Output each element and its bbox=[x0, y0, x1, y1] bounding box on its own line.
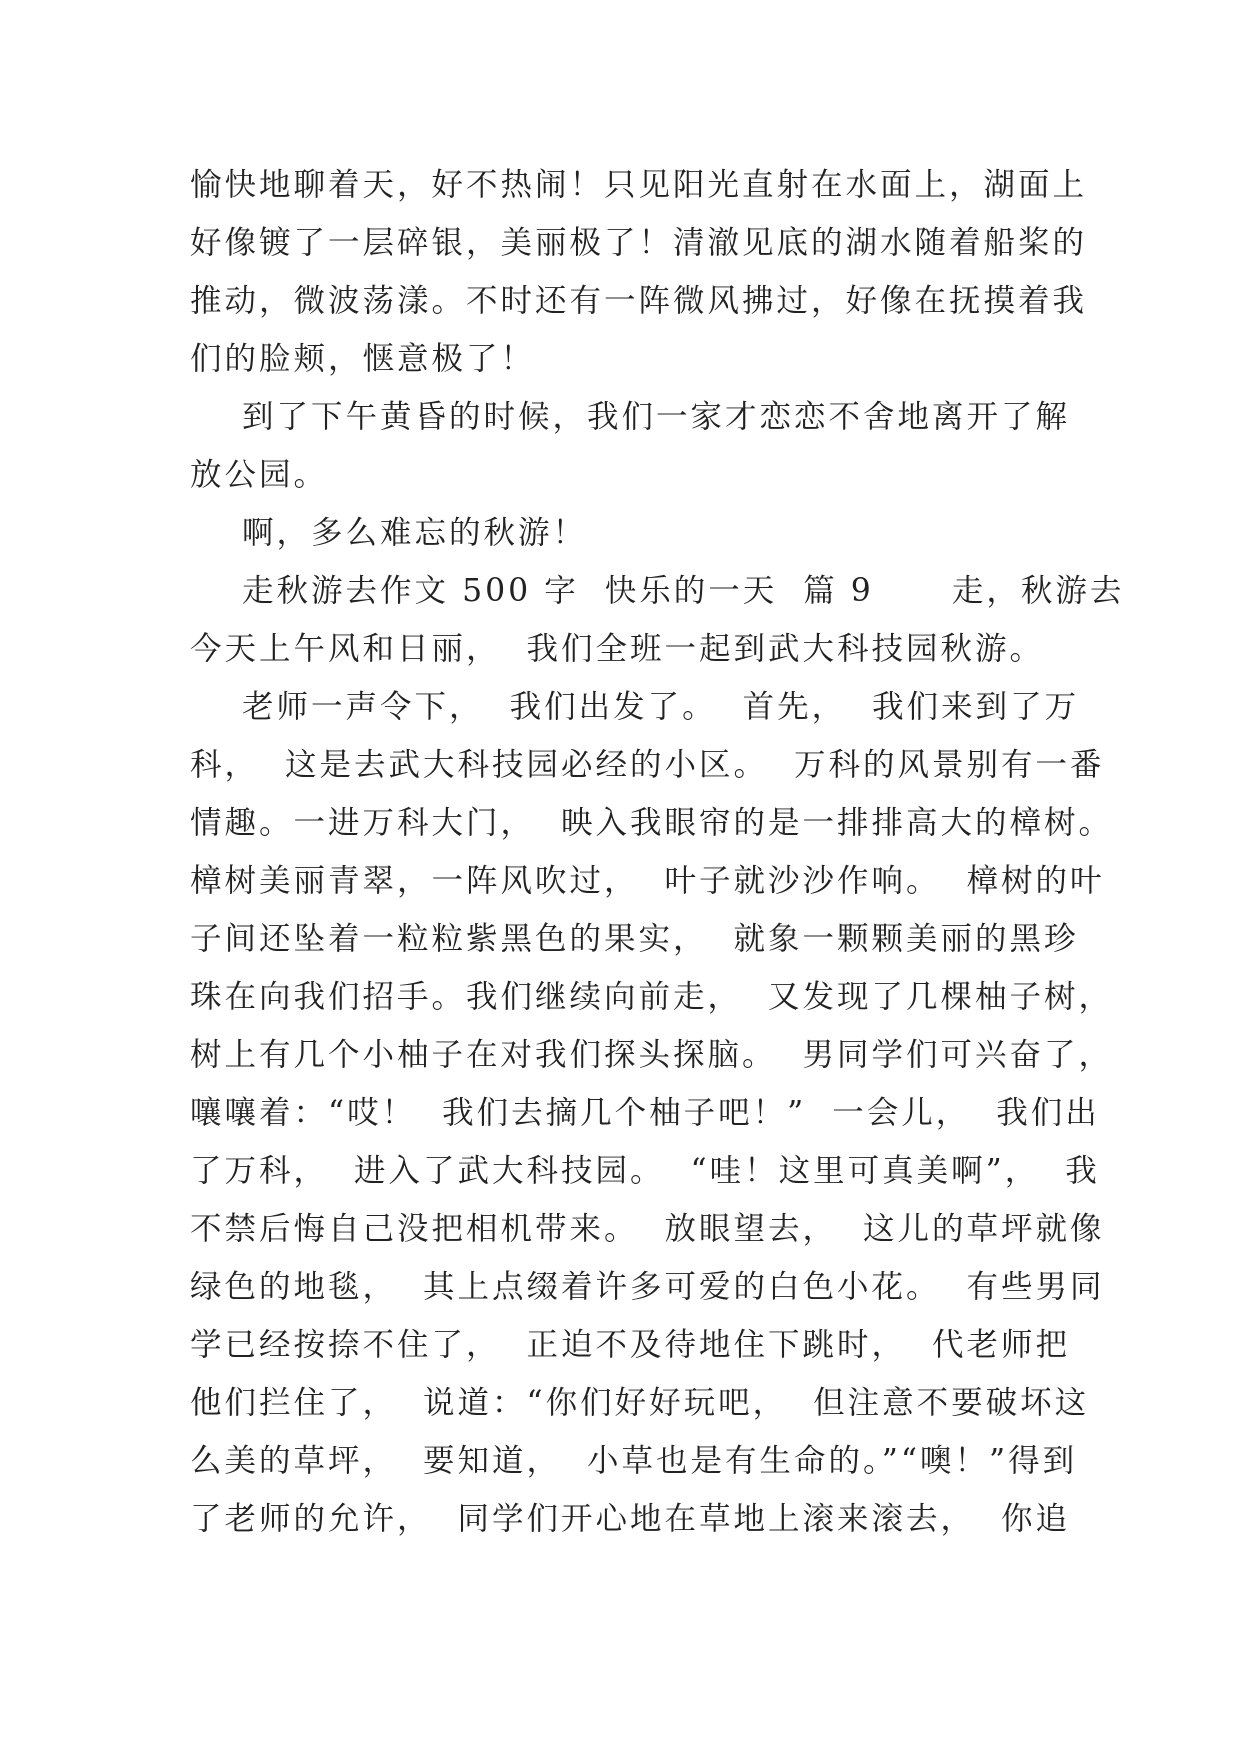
text-line: 们的脸颊，惬意极了！ bbox=[190, 341, 536, 377]
text-line: 了老师的允许， 同学们开心地在草地上滚来滚去， 你追 bbox=[190, 1501, 1071, 1537]
text-line: 情趣。一进万科大门， 映入我眼帘的是一排排高大的樟树。 bbox=[190, 805, 1114, 841]
text-line: 樟树美丽青翠，一阵风吹过， 叶子就沙沙作响。 樟树的叶 bbox=[190, 863, 1105, 899]
text-line: 放公园。 bbox=[190, 457, 329, 493]
text-line: 到了下午黄昏的时候，我们一家才恋恋不舍地离开了解 bbox=[190, 399, 1071, 435]
text-line: 了万科， 进入了武大科技园。 “哇！这里可真美啊”， 我 bbox=[190, 1153, 1100, 1189]
text-line: 好像镀了一层碎银，美丽极了！清澈见底的湖水随着船桨的 bbox=[190, 225, 1088, 261]
text-line: 他们拦住了， 说道：“你们好好玩吧， 但注意不要破坏这 bbox=[190, 1385, 1090, 1421]
text-line: 绿色的地毯， 其上点缀着许多可爱的白色小花。 有些男同 bbox=[190, 1269, 1105, 1305]
text-line: 推动，微波荡漾。不时还有一阵微风拂过，好像在抚摸着我 bbox=[190, 283, 1088, 319]
text-line: 走秋游去作文 500 字 快乐的一天 篇 9 走，秋游去 bbox=[190, 573, 1125, 609]
text-line: 子间还坠着一粒粒紫黑色的果实， 就象一颗颗美丽的黑珍 bbox=[190, 921, 1079, 957]
text-line: 学已经按捺不住了， 正迫不及待地住下跳时， 代老师把 bbox=[190, 1327, 1071, 1363]
text-line: 愉快地聊着天，好不热闹！只见阳光直射在水面上，湖面上 bbox=[190, 167, 1088, 203]
text-line: 珠在向我们招手。我们继续向前走， 又发现了几棵柚子树， bbox=[190, 979, 1114, 1015]
text-line: 老师一声令下， 我们出发了。 首先， 我们来到了万 bbox=[190, 689, 1080, 725]
text-line: 今天上午风和日丽， 我们全班一起到武大科技园秋游。 bbox=[190, 631, 1045, 667]
essay-text bbox=[190, 156, 1125, 1548]
text-line: 嚷嚷着：“哎！ 我们去摘几个柚子吧！” 一会儿， 我们出 bbox=[190, 1095, 1100, 1131]
text-line: 不禁后悔自己没把相机带来。 放眼望去， 这儿的草坪就像 bbox=[190, 1211, 1105, 1247]
text-line: 啊，多么难忘的秋游！ bbox=[190, 515, 588, 551]
text-line: 么美的草坪， 要知道， 小草也是有生命的。”“噢！”得到 bbox=[190, 1443, 1078, 1479]
text-line: 树上有几个小柚子在对我们探头探脑。 男同学们可兴奋了， bbox=[190, 1037, 1114, 1073]
text-line: 科， 这是去武大科技园必经的小区。 万科的风景别有一番 bbox=[190, 747, 1105, 783]
